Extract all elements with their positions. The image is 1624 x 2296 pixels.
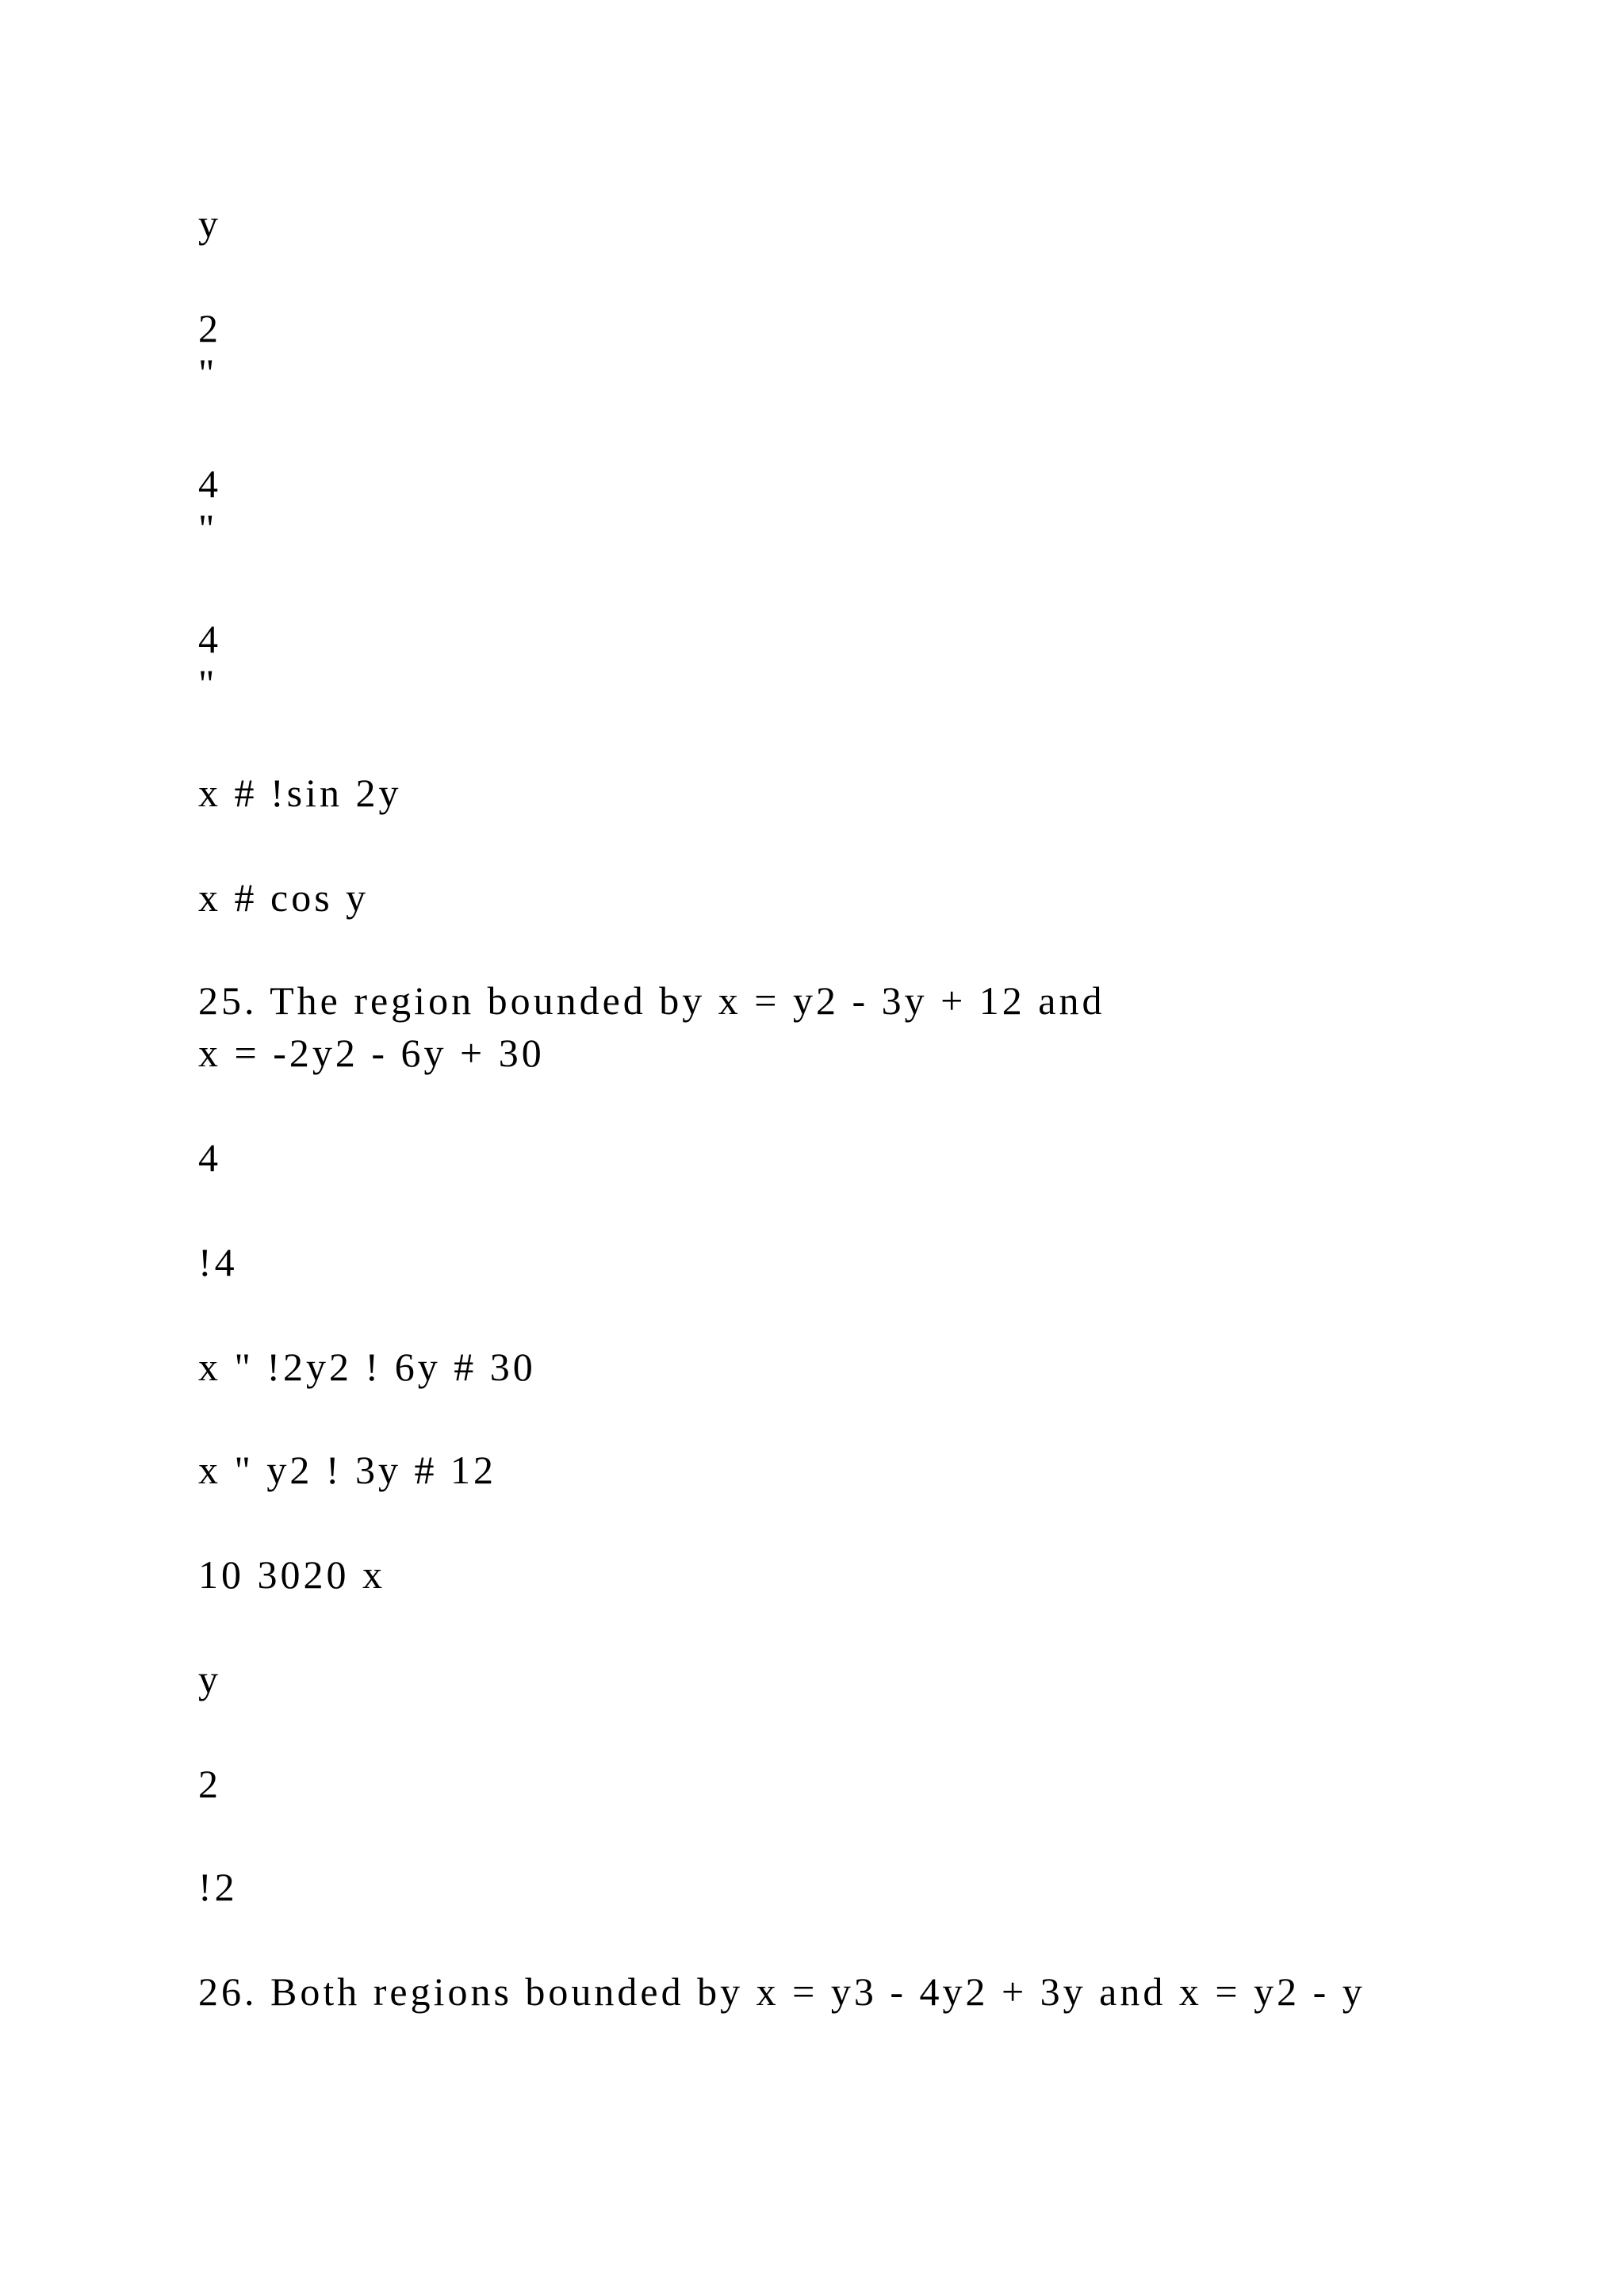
text-line-quote-3: " <box>198 661 218 706</box>
text-line-quote-2: " <box>198 506 218 550</box>
text-line-4-first: 4 <box>198 461 221 506</box>
text-line-2: 2 <box>198 306 221 350</box>
tick-label-2: 2 <box>198 1762 221 1806</box>
problem-25-heading-cont: x = -2y2 - 6y + 30 <box>198 1031 545 1075</box>
curve-label-parabola-2: x " y2 ! 3y # 12 <box>198 1448 497 1492</box>
text-line-quote-1: " <box>198 350 218 395</box>
tick-label-neg2: !2 <box>198 1865 238 1909</box>
axis-label-y: y <box>198 1657 221 1701</box>
curve-label-sin: x # !sin 2y <box>198 771 402 815</box>
problem-25-heading: 25. The region bounded by x = y2 - 3y + 12 and <box>198 978 1105 1023</box>
curve-label-cos: x # cos y <box>198 875 370 920</box>
tick-label-4: 4 <box>198 1135 221 1180</box>
axis-tick-labels-x: 10 3020 x <box>198 1552 385 1597</box>
text-line-y-top: y <box>198 201 221 246</box>
tick-label-neg4: !4 <box>198 1240 238 1284</box>
problem-26-heading: 26. Both regions bounded by x = y3 - 4y2 + 3y and x = y2 - y <box>198 1969 1365 2014</box>
curve-label-parabola-1: x " !2y2 ! 6y # 30 <box>198 1345 536 1389</box>
text-line-4-second: 4 <box>198 617 221 661</box>
